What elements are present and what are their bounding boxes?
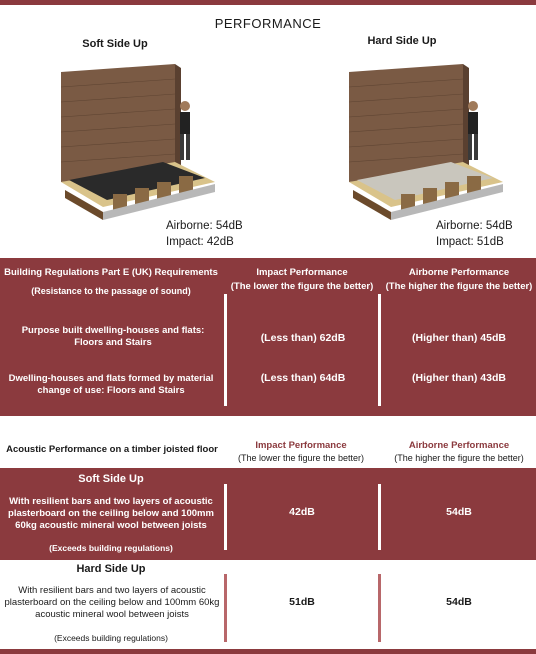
acoustic-airborne-title: Airborne Performance — [408, 440, 510, 451]
acoustic-soft-note: (Exceeds building regulations) — [49, 543, 173, 553]
hard-airborne-readout: Airborne: 54dB — [436, 220, 513, 232]
soft-side-up-title: Soft Side Up — [82, 38, 148, 50]
acoustic-impact-subtitle: (The lower the figure the better) — [237, 453, 365, 463]
regs-row-2-label: Dwelling-houses and flats formed by material change of use: Floors and Stairs — [8, 373, 214, 396]
regs-col1-subtitle: (Resistance to the passage of sound) — [31, 286, 191, 296]
hard-impact-readout: Impact: 51dB — [436, 236, 504, 248]
regs-impact-subtitle: (The lower the figure the better) — [230, 281, 374, 292]
regs-row-2-airborne: (Higher than) 43dB — [412, 372, 506, 384]
acoustic-hard-note: (Exceeds building regulations) — [54, 633, 168, 643]
page-title: PERFORMANCE — [214, 16, 322, 31]
acoustic-row-hard — [0, 560, 536, 649]
acoustic-soft-title: Soft Side Up — [78, 473, 144, 485]
acoustic-soft-divider-1 — [224, 484, 227, 550]
acoustic-hard-description: With resilient bars and two layers of acoustic plasterboard on the ceiling below and 100mm 60kg acoustic mineral wool between joists — [4, 585, 220, 620]
acoustic-col1-title: Acoustic Performance on a timber joisted floor — [6, 444, 218, 455]
acoustic-soft-divider-2 — [378, 484, 381, 550]
regs-impact-title: Impact Performance — [256, 267, 348, 278]
top-accent-bar — [0, 0, 536, 5]
regs-divider-2 — [378, 294, 381, 406]
hard-side-up-floor-illustration — [343, 62, 503, 220]
acoustic-hard-airborne: 54dB — [446, 596, 472, 608]
acoustic-soft-description: With resilient bars and two layers of acoustic plasterboard on the ceiling below and 100mm 60kg acoustic mineral wool between joists — [8, 496, 214, 531]
hard-side-up-title: Hard Side Up — [367, 35, 437, 47]
acoustic-airborne-subtitle: (The higher the figure the better) — [394, 453, 524, 463]
acoustic-soft-impact: 42dB — [289, 506, 315, 518]
regs-row-1-impact: (Less than) 62dB — [260, 332, 346, 344]
acoustic-hard-divider-1 — [224, 574, 227, 642]
soft-side-up-floor-illustration — [55, 62, 215, 220]
acoustic-hard-divider-2 — [378, 574, 381, 642]
regs-airborne-subtitle: (The higher the figure the better) — [385, 281, 533, 292]
acoustic-row-soft — [0, 468, 536, 560]
acoustic-impact-title: Impact Performance — [255, 440, 347, 451]
soft-airborne-readout: Airborne: 54dB — [166, 220, 243, 232]
acoustic-hard-title: Hard Side Up — [76, 563, 146, 575]
regs-airborne-title: Airborne Performance — [408, 267, 510, 278]
regs-row-1-airborne: (Higher than) 45dB — [412, 332, 506, 344]
building-regulations-table — [0, 258, 536, 416]
regs-row-1-label: Purpose built dwelling-houses and flats: Floors and Stairs — [21, 325, 205, 348]
regs-col1-title: Building Regulations Part E (UK) Requirements — [4, 267, 218, 278]
acoustic-soft-airborne: 54dB — [446, 506, 472, 518]
regs-divider-1 — [224, 294, 227, 406]
bottom-accent-bar — [0, 649, 536, 654]
acoustic-hard-impact: 51dB — [289, 596, 315, 608]
regs-row-2-impact: (Less than) 64dB — [260, 372, 346, 384]
soft-impact-readout: Impact: 42dB — [166, 236, 234, 248]
